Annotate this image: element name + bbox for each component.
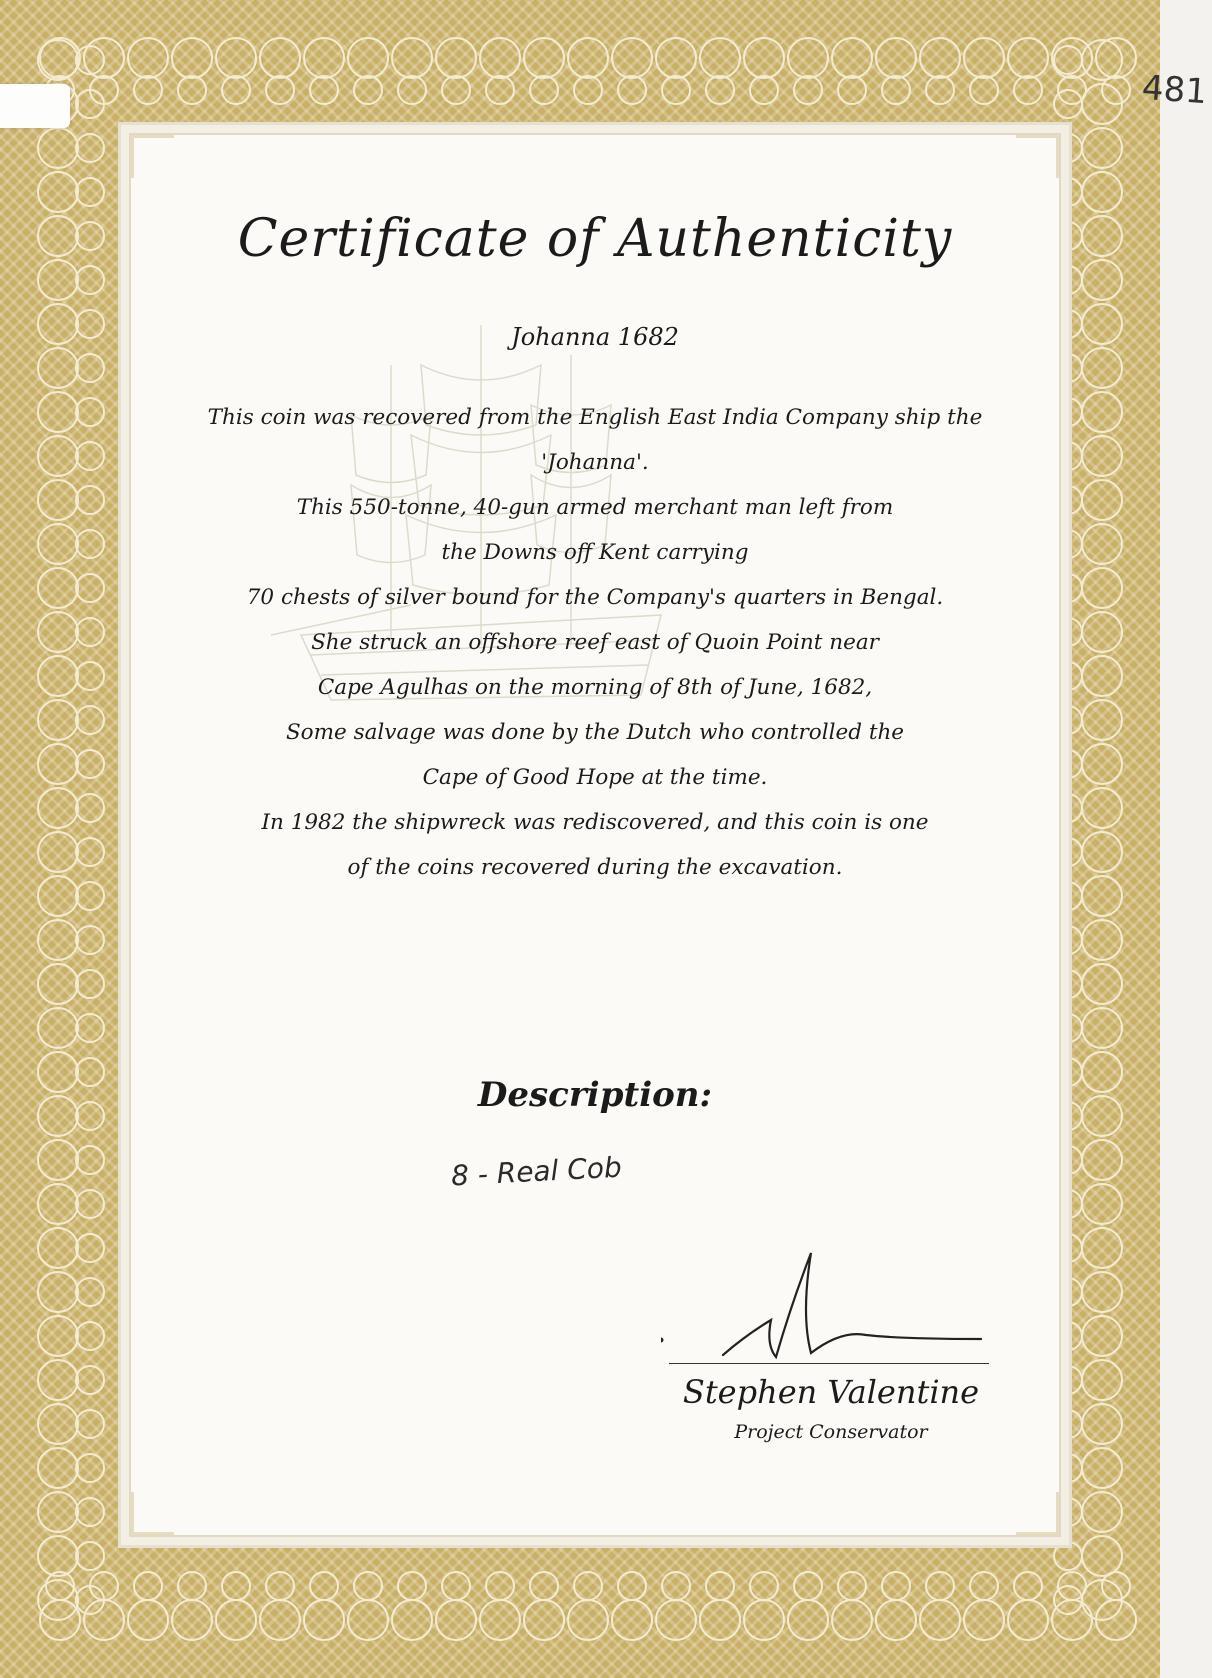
body-line: She struck an offshore reef east of Quoin Point near	[311, 630, 879, 655]
description-label: Description:	[477, 1075, 713, 1115]
signature-line	[669, 1363, 989, 1364]
body-line: Cape Agulhas on the morning of 8th of June, 1682,	[317, 675, 873, 700]
body-line: Some salvage was done by the Dutch who controlled the	[285, 720, 905, 745]
signer-name: Stephen Valentine	[682, 1373, 980, 1411]
certificate-title: Certificate of Authenticity	[237, 209, 953, 269]
body-line: In 1982 the shipwreck was rediscovered, and this coin is one	[261, 810, 929, 835]
signer-role: Project Conservator	[734, 1421, 928, 1443]
body-line: of the coins recovered during the excavation.	[347, 855, 843, 880]
page-number: 481	[1140, 67, 1209, 113]
description-value: 8 - Real Cob	[450, 1150, 623, 1193]
body-line: 'Johanna'.	[541, 450, 649, 475]
corner-ornament-tl	[131, 135, 174, 178]
certificate-panel	[118, 122, 1072, 1548]
signature-mark	[661, 1235, 1001, 1375]
body-line: This coin was recovered from the English East India Company ship the	[207, 405, 983, 430]
certificate-subtitle: Johanna 1682	[511, 323, 679, 351]
body-line: This 550-tonne, 40-gun armed merchant man left from	[296, 495, 894, 520]
body-line: 70 chests of silver bound for the Company's quarters in Bengal.	[246, 585, 944, 610]
body-line: the Downs off Kent carrying	[441, 540, 749, 565]
corner-ornament-br	[1016, 1492, 1059, 1535]
paper-tab	[0, 84, 70, 128]
certificate-body	[121, 395, 1069, 890]
corner-ornament-tr	[1016, 135, 1059, 178]
corner-ornament-bl	[131, 1492, 174, 1535]
body-line: Cape of Good Hope at the time.	[422, 765, 768, 790]
